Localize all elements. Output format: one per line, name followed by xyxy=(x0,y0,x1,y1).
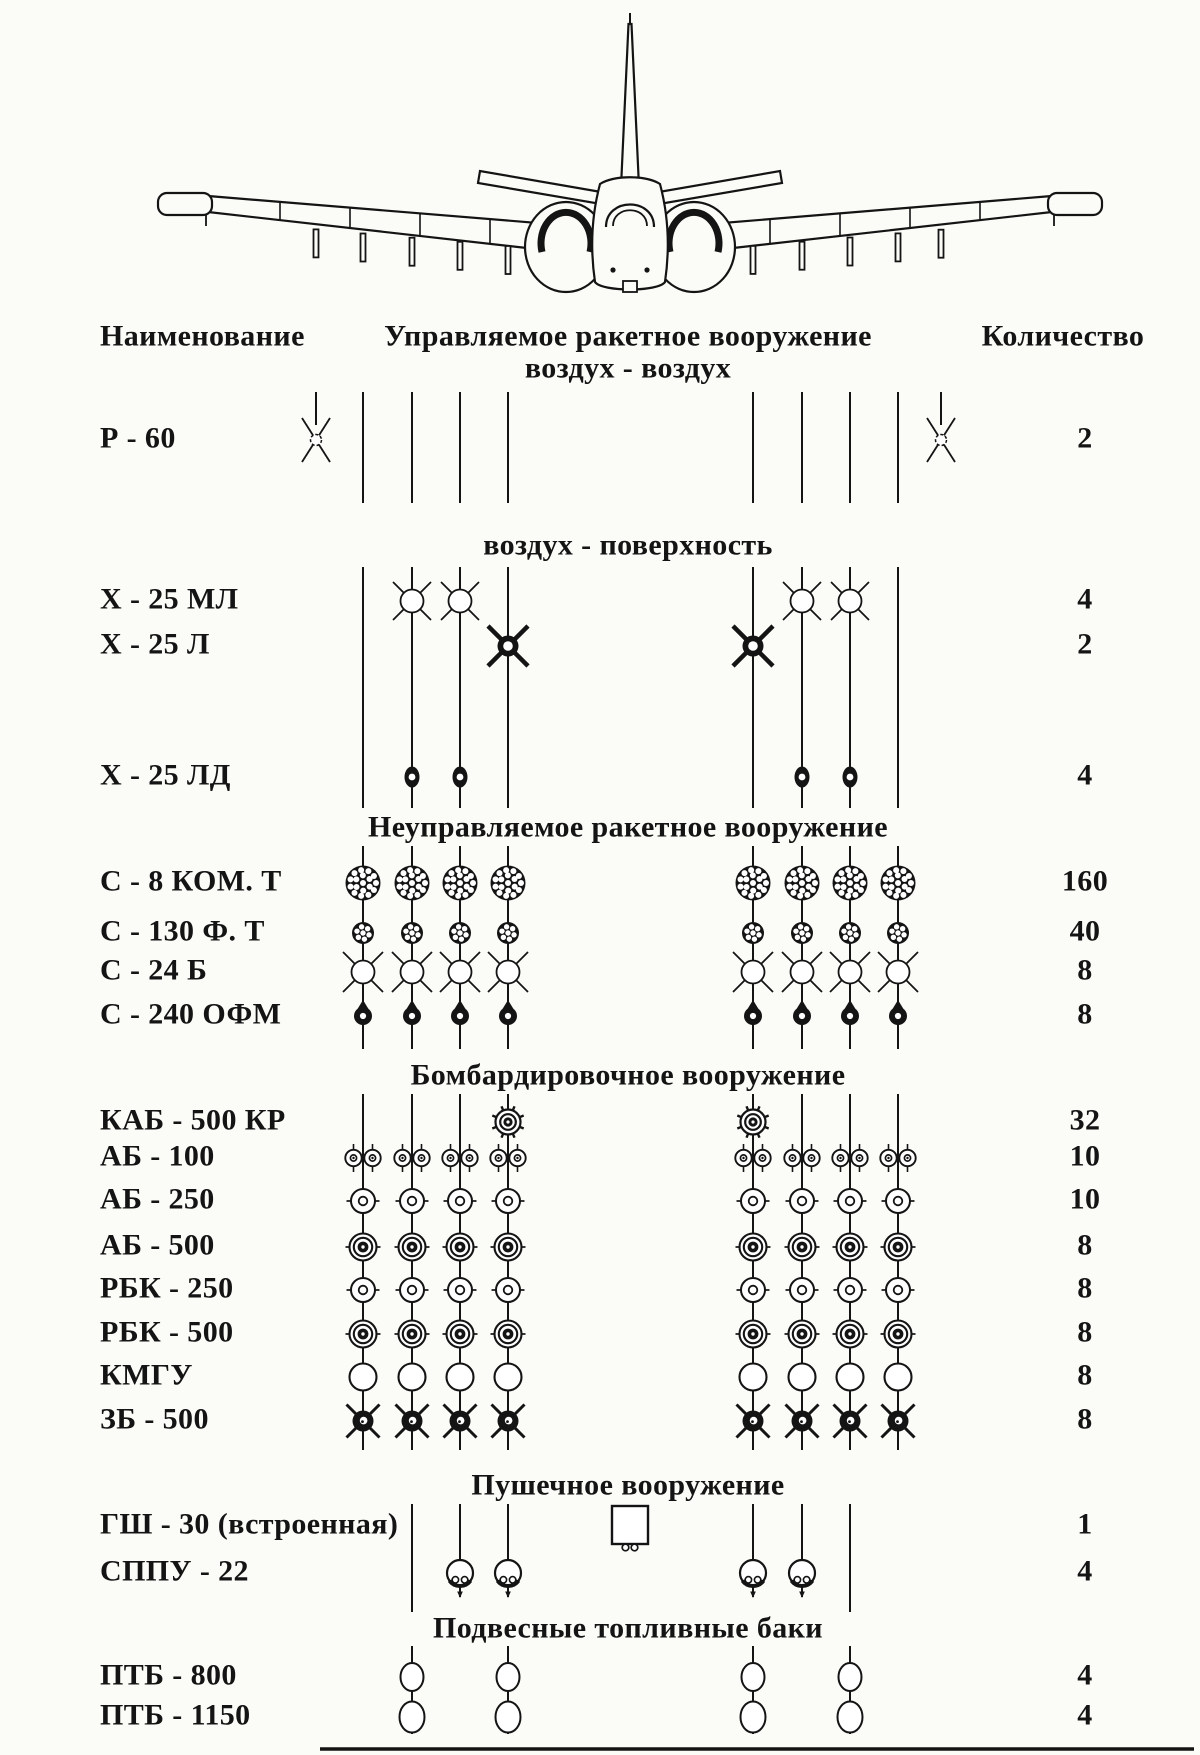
symbol-rbk500 xyxy=(346,1321,381,1348)
row-count-s240: 8 xyxy=(1077,997,1093,1031)
symbol-sppu22 xyxy=(789,1560,815,1598)
symbol-s8 xyxy=(881,866,916,901)
symbol-rbk250 xyxy=(882,1278,915,1302)
row-label-s130: С - 130 Ф. Т xyxy=(100,914,265,948)
symbol-kab500 xyxy=(737,1106,768,1137)
row-count-ptb1150: 4 xyxy=(1077,1698,1093,1732)
symbol-s240 xyxy=(793,1000,811,1025)
symbol-kh25ld xyxy=(405,767,420,788)
row-count-zb500: 8 xyxy=(1077,1402,1093,1436)
symbol-kmgu xyxy=(447,1364,474,1391)
symbol-ab250 xyxy=(882,1189,915,1213)
symbol-rbk500 xyxy=(443,1321,478,1348)
symbol-rbk500 xyxy=(395,1321,430,1348)
symbol-ab250 xyxy=(444,1189,477,1213)
symbol-ptb800 xyxy=(742,1663,765,1691)
symbol-s130 xyxy=(839,922,861,944)
symbol-s130 xyxy=(887,922,909,944)
symbol-s130 xyxy=(742,922,764,944)
row-count-kmgu: 8 xyxy=(1077,1358,1093,1392)
symbol-s8 xyxy=(491,866,526,901)
symbol-s240 xyxy=(889,1000,907,1025)
row-count-s130: 40 xyxy=(1069,914,1101,948)
row-count-rbk250: 8 xyxy=(1077,1271,1093,1305)
symbol-rbk500 xyxy=(785,1321,820,1348)
symbol-rbk250 xyxy=(396,1278,429,1302)
symbol-kh25ld xyxy=(453,767,468,788)
row-label-kh25ml: Х - 25 МЛ xyxy=(100,582,239,616)
symbol-rbk500 xyxy=(736,1321,771,1348)
symbol-rbk500 xyxy=(833,1321,868,1348)
symbol-s240 xyxy=(499,1000,517,1025)
row-label-sppu22: СППУ - 22 xyxy=(100,1554,249,1588)
symbol-ptb1150 xyxy=(741,1702,766,1733)
symbol-ab500 xyxy=(736,1234,771,1261)
row-label-s240: С - 240 ОФМ xyxy=(100,997,282,1031)
row-count-kh25ml: 4 xyxy=(1077,582,1093,616)
symbol-s240 xyxy=(841,1000,859,1025)
row-label-ptb800: ПТБ - 800 xyxy=(100,1658,237,1692)
symbol-kmgu xyxy=(789,1364,816,1391)
symbol-rbk500 xyxy=(881,1321,916,1348)
row-label-kmgu: КМГУ xyxy=(100,1358,193,1392)
symbol-kh25ld xyxy=(795,767,810,788)
section-title-unguided: Неуправляемое ракетное вооружение xyxy=(368,810,888,844)
row-count-ab500: 8 xyxy=(1077,1228,1093,1262)
symbol-kmgu xyxy=(495,1364,522,1391)
symbol-s130 xyxy=(352,922,374,944)
symbol-ptb800 xyxy=(497,1663,520,1691)
row-count-s24b: 8 xyxy=(1077,953,1093,987)
row-label-kh25ld: Х - 25 ЛД xyxy=(100,758,231,792)
symbol-kab500 xyxy=(492,1106,523,1137)
row-count-ptb800: 4 xyxy=(1077,1658,1093,1692)
symbol-rbk250 xyxy=(834,1278,867,1302)
row-count-r60: 2 xyxy=(1077,421,1093,455)
symbol-rbk250 xyxy=(347,1278,380,1302)
row-label-rbk250: РБК - 250 xyxy=(100,1271,234,1305)
symbol-ab500 xyxy=(395,1234,430,1261)
symbol-rbk250 xyxy=(737,1278,770,1302)
column-header-quantity: Количество xyxy=(981,319,1145,353)
symbol-ab500 xyxy=(346,1234,381,1261)
row-label-rbk500: РБК - 500 xyxy=(100,1315,234,1349)
symbol-s240 xyxy=(451,1000,469,1025)
section-title-bombs: Бомбардировочное вооружение xyxy=(410,1058,846,1092)
symbol-kmgu xyxy=(740,1364,767,1391)
symbol-ab500 xyxy=(491,1234,526,1261)
symbol-s8 xyxy=(833,866,868,901)
row-label-kab500: КАБ - 500 КР xyxy=(100,1103,286,1137)
symbol-s8 xyxy=(736,866,771,901)
symbol-s130 xyxy=(449,922,471,944)
row-count-kab500: 32 xyxy=(1069,1103,1101,1137)
symbol-s8 xyxy=(395,866,430,901)
symbol-s130 xyxy=(497,922,519,944)
symbol-s130 xyxy=(401,922,423,944)
row-label-s24b: С - 24 Б xyxy=(100,953,208,987)
symbol-kh25ld xyxy=(843,767,858,788)
row-label-kh25l: Х - 25 Л xyxy=(100,627,210,661)
symbol-gsh30 xyxy=(612,1506,648,1551)
symbol-ab250 xyxy=(834,1189,867,1213)
row-count-ab100: 10 xyxy=(1069,1139,1101,1173)
symbol-kmgu xyxy=(837,1364,864,1391)
symbol-ab250 xyxy=(396,1189,429,1213)
symbol-rbk250 xyxy=(786,1278,819,1302)
row-label-ab500: АБ - 500 xyxy=(100,1228,215,1262)
section-title-air-surface: воздух - поверхность xyxy=(483,528,773,562)
symbol-rbk250 xyxy=(492,1278,525,1302)
row-count-s8: 160 xyxy=(1061,864,1109,898)
aircraft-front-view xyxy=(158,13,1102,292)
symbol-s130 xyxy=(791,922,813,944)
symbol-ab250 xyxy=(492,1189,525,1213)
symbol-ab500 xyxy=(785,1234,820,1261)
symbol-ptb1150 xyxy=(838,1702,863,1733)
symbol-ptb800 xyxy=(839,1663,862,1691)
row-label-ab100: АБ - 100 xyxy=(100,1139,215,1173)
symbol-ab500 xyxy=(881,1234,916,1261)
row-count-rbk500: 8 xyxy=(1077,1315,1093,1349)
symbol-ptb1150 xyxy=(400,1702,425,1733)
symbol-ab250 xyxy=(786,1189,819,1213)
row-label-ptb1150: ПТБ - 1150 xyxy=(100,1698,251,1732)
symbol-sppu22 xyxy=(740,1560,766,1598)
row-label-r60: Р - 60 xyxy=(100,421,176,455)
section-title-tanks: Подвесные топливные баки xyxy=(432,1611,824,1645)
row-label-ab250: АБ - 250 xyxy=(100,1182,215,1216)
symbol-s8 xyxy=(443,866,478,901)
symbol-kmgu xyxy=(350,1364,377,1391)
row-count-kh25l: 2 xyxy=(1077,627,1093,661)
symbol-sppu22 xyxy=(495,1560,521,1598)
section-title-cannon: Пушечное вооружение xyxy=(471,1468,785,1502)
symbol-ab500 xyxy=(833,1234,868,1261)
symbol-rbk250 xyxy=(444,1278,477,1302)
symbol-rbk500 xyxy=(491,1321,526,1348)
symbol-sppu22 xyxy=(447,1560,473,1598)
symbol-ptb1150 xyxy=(496,1702,521,1733)
section-subtitle-air-air: воздух - воздух xyxy=(524,351,732,385)
row-label-zb500: ЗБ - 500 xyxy=(100,1402,209,1436)
column-header-name: Наименование xyxy=(100,319,305,353)
section-title-guided: Управляемое ракетное вооружение xyxy=(384,319,872,353)
symbol-ab250 xyxy=(347,1189,380,1213)
symbol-s240 xyxy=(744,1000,762,1025)
row-count-ab250: 10 xyxy=(1069,1182,1101,1216)
row-count-gsh30: 1 xyxy=(1077,1507,1093,1541)
symbol-kmgu xyxy=(885,1364,912,1391)
symbol-s240 xyxy=(354,1000,372,1025)
row-count-kh25ld: 4 xyxy=(1077,758,1093,792)
symbol-s8 xyxy=(785,866,820,901)
symbol-ab500 xyxy=(443,1234,478,1261)
symbol-ptb800 xyxy=(401,1663,424,1691)
symbol-ab250 xyxy=(737,1189,770,1213)
symbol-s8 xyxy=(346,866,381,901)
row-label-s8: С - 8 КОМ. Т xyxy=(100,864,282,898)
row-label-gsh30: ГШ - 30 (встроенная) xyxy=(100,1507,399,1541)
row-count-sppu22: 4 xyxy=(1077,1554,1093,1588)
symbol-kmgu xyxy=(399,1364,426,1391)
symbol-s240 xyxy=(403,1000,421,1025)
